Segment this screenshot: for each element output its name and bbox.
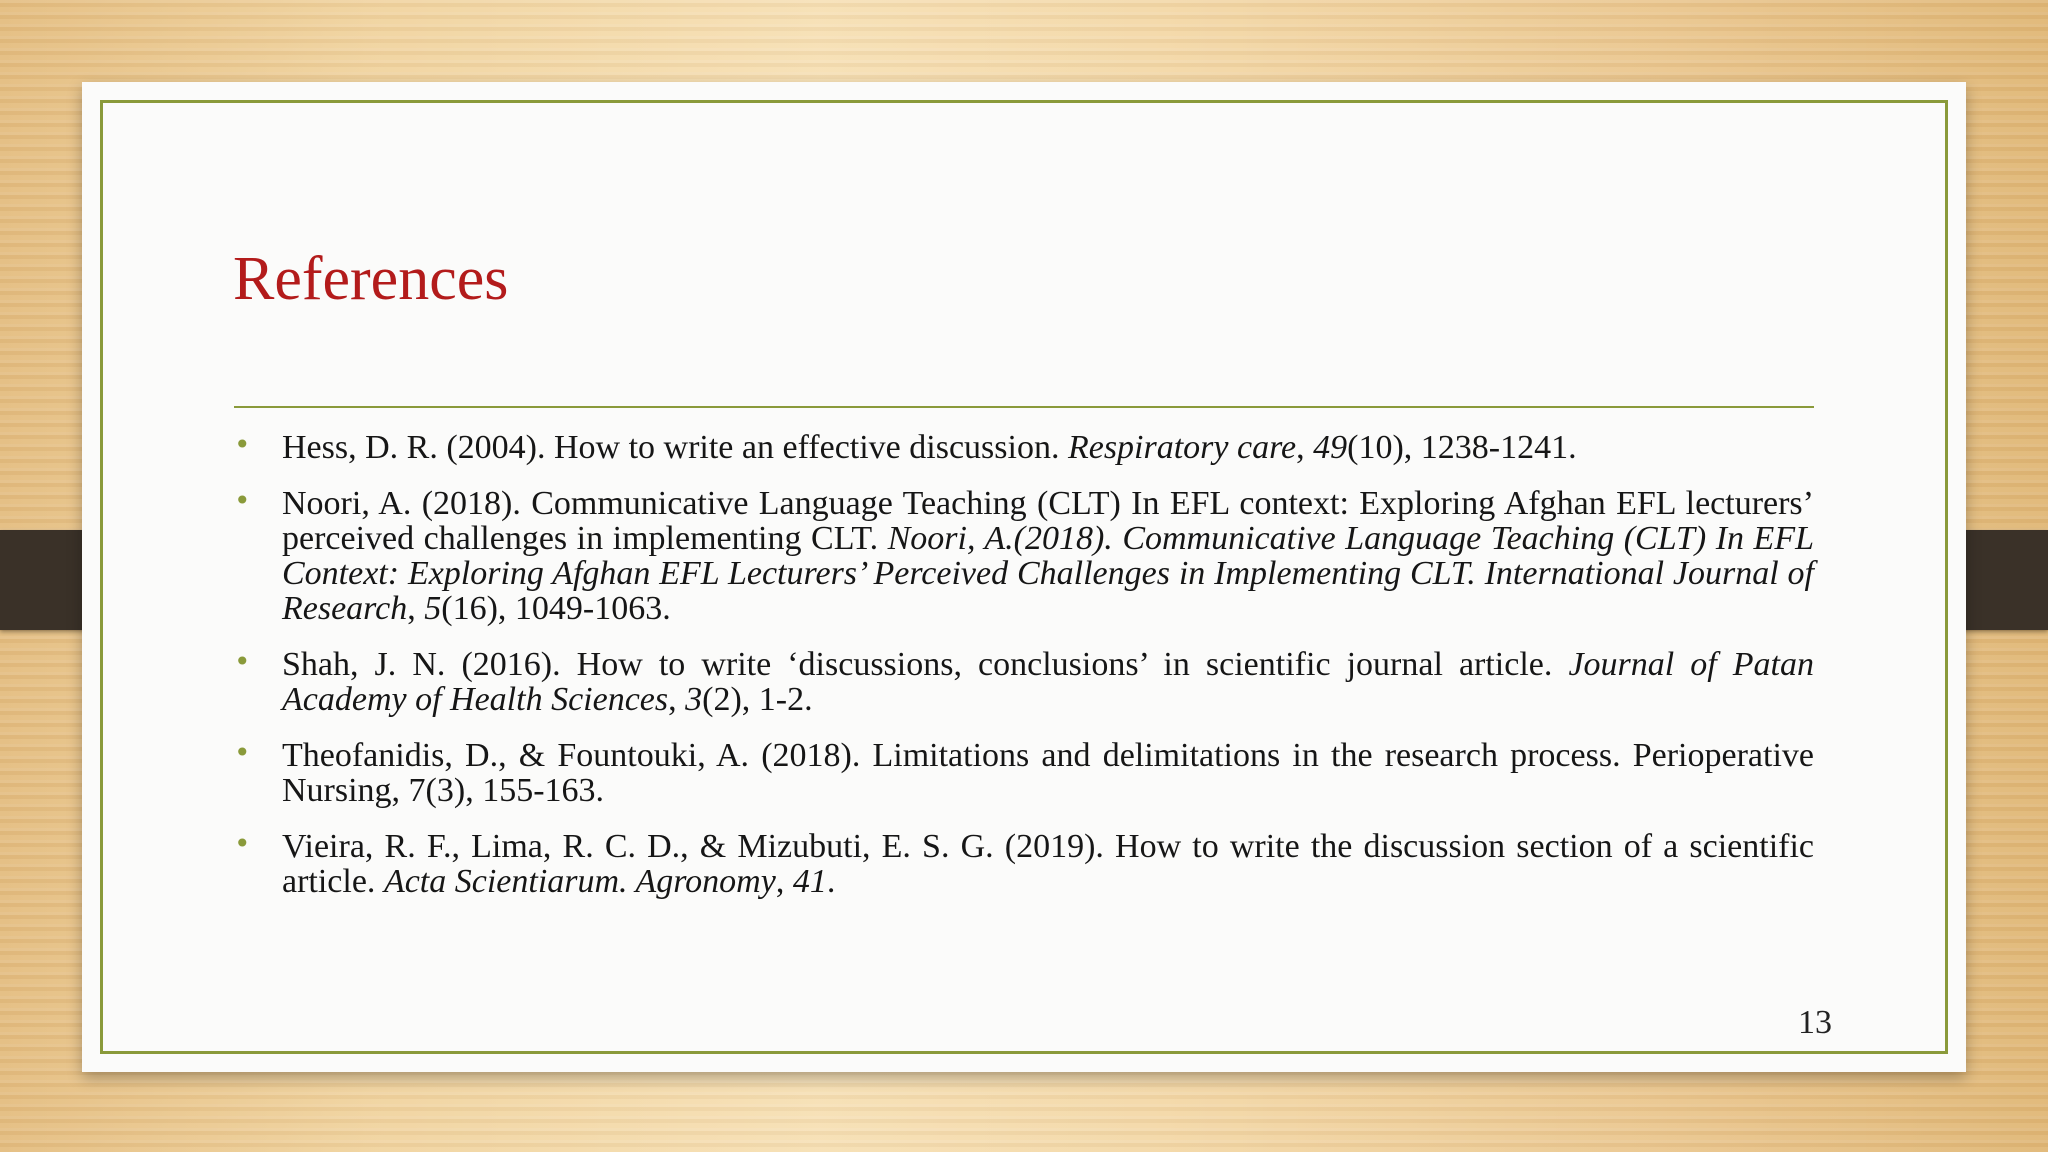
reference-item: [234, 738, 1814, 808]
page-number: 13: [1798, 1004, 1832, 1041]
bullet-icon: •: [234, 484, 251, 517]
reference-text: Hess, D. R. (2004). How to write an effective discussion.: [282, 429, 1068, 466]
reference-italic-text: Noori, A.(2018). Communicative Language Teaching (CLT) In EFL Context: Exploring Afghan EFL Lecturers’ Perceived Challenges in Implementing CLT. International Journal of Research: [282, 520, 1814, 627]
reference-text: Shah, J. N. (2016). How to write ‘discussions, conclusions’ in scientific journal article.: [282, 646, 1569, 683]
reference-list: [234, 430, 1814, 920]
reference-item: [234, 829, 1814, 899]
bullet-icon: •: [234, 428, 251, 461]
slide: [82, 82, 1966, 1072]
reference-text: ,: [407, 590, 425, 627]
reference-text: (2), 1-2.: [702, 681, 813, 718]
title-divider: [234, 406, 1814, 408]
reference-text: .: [826, 863, 836, 900]
reference-text: Theofanidis, D., & Fountouki, A. (2018). Limitations and delimitations in the research process. Perioperative Nursing, 7(3), 155-163.: [282, 737, 1814, 809]
reference-italic-text: Respiratory care: [1067, 429, 1297, 466]
reference-item: [234, 647, 1814, 717]
reference-italic-text: 49: [1313, 429, 1348, 466]
bullet-icon: •: [234, 736, 251, 769]
reference-item: [234, 486, 1814, 626]
reference-italic-text: Journal of Patan Academy of Health Sciences: [282, 646, 1814, 718]
reference-text: ,: [1296, 429, 1314, 466]
reference-text: Noori, A. (2018). Communicative Language Teaching (CLT) In EFL context: Exploring Afghan EFL lecturers’ perceived challenges in implementing CLT.: [282, 485, 1814, 557]
reference-italic-text: Acta Scientiarum. Agronomy: [383, 863, 776, 900]
reference-text: ,: [668, 681, 686, 718]
reference-text: (16), 1049-1063.: [441, 590, 671, 627]
reference-italic-text: 3: [685, 681, 703, 718]
reference-italic-text: 41: [792, 863, 827, 900]
slide-title: References: [233, 245, 509, 313]
reference-item: [234, 430, 1814, 465]
bullet-icon: •: [234, 645, 251, 678]
reference-italic-text: 5: [424, 590, 442, 627]
reference-text: ,: [775, 863, 793, 900]
bullet-icon: •: [234, 827, 251, 860]
reference-text: Vieira, R. F., Lima, R. C. D., & Mizubuti, E. S. G. (2019). How to write the discussion section of a scientific article.: [282, 828, 1814, 900]
reference-text: (10), 1238-1241.: [1347, 429, 1577, 466]
